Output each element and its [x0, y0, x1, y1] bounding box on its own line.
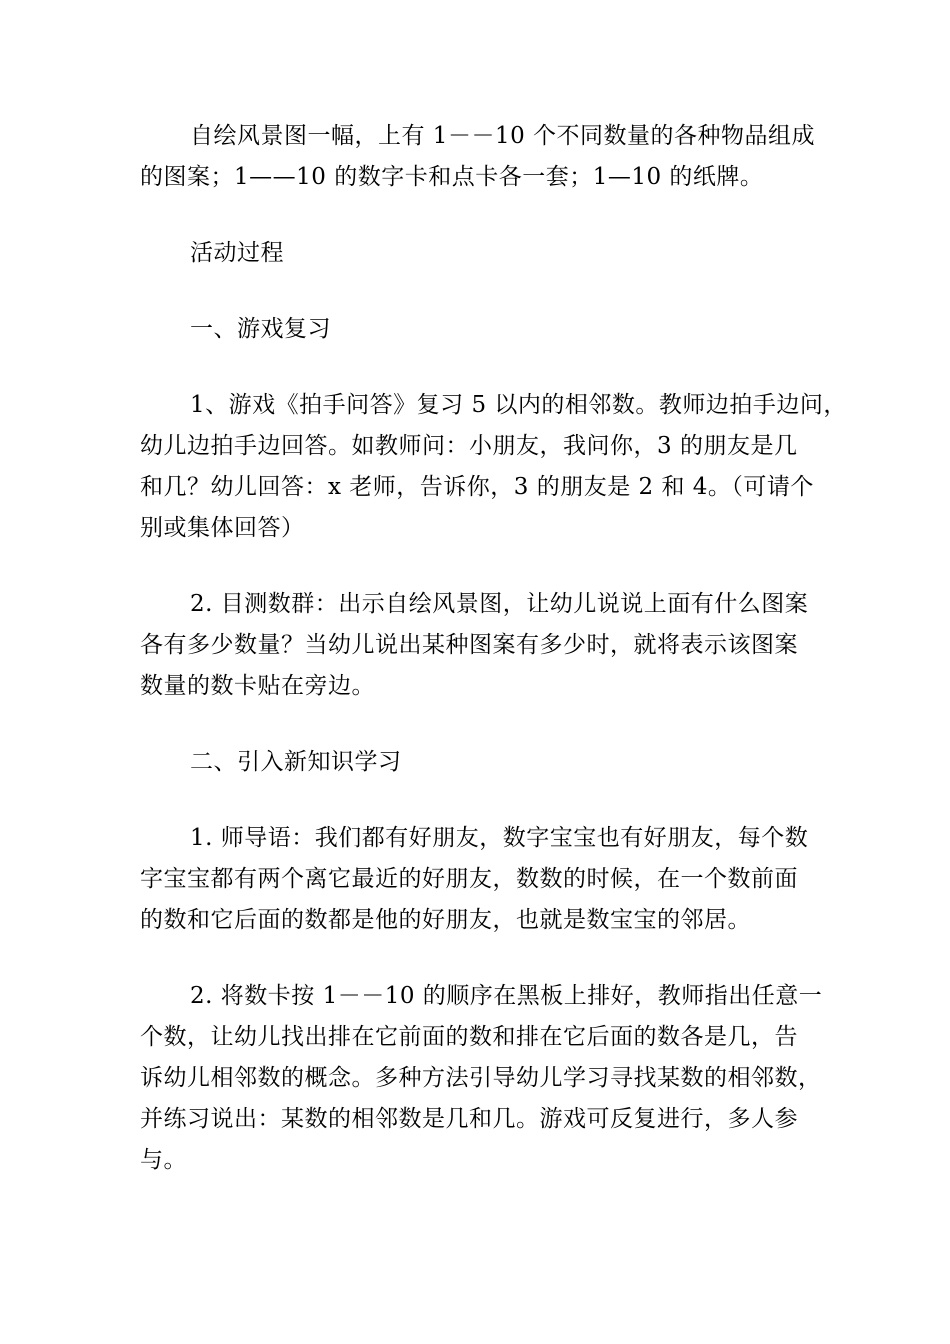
paragraph-line: 2. 目测数群：出示自绘风景图，让幼儿说说上面有什么图案 [190, 591, 809, 617]
paragraph-visual-count [140, 584, 812, 707]
paragraph-gap [140, 707, 812, 742]
heading-game-review [140, 309, 812, 350]
paragraph-line: 1、游戏《拍手问答》复习 5 以内的相邻数。教师边拍手边问， [190, 392, 847, 418]
paragraph-gap [140, 941, 812, 976]
paragraph-number-cards [140, 976, 823, 1181]
paragraph-line: 幼儿边拍手边回答。如教师问：小朋友，我问你，3 的朋友是几 [140, 433, 798, 459]
paragraph-line: 与。 [140, 1147, 187, 1173]
paragraph-line: 和几？幼儿回答：x 老师，告诉你，3 的朋友是 2 和 4。（可请个 [140, 474, 814, 500]
paragraph-line: 自绘风景图一幅，上有 1－－10 个不同数量的各种物品组成 [190, 123, 816, 149]
paragraph-line: 别或集体回答） [140, 515, 305, 541]
section-heading: 一、游戏复习 [190, 316, 331, 342]
paragraph-line: 2. 将数卡按 1－－10 的顺序在黑板上排好，教师指出任意一 [190, 983, 823, 1009]
paragraph-line: 并练习说出：某数的相邻数是几和几。游戏可反复进行，多人参 [140, 1106, 798, 1132]
section-heading: 二、引入新知识学习 [190, 749, 402, 775]
paragraph-gap [140, 274, 812, 309]
paragraph-clap-game [140, 385, 847, 549]
section-heading: 活动过程 [190, 240, 284, 266]
paragraph-teacher-intro [140, 818, 812, 941]
paragraph-line: 1. 师导语：我们都有好朋友，数字宝宝也有好朋友，每个数 [190, 825, 809, 851]
paragraph-line: 诉幼儿相邻数的概念。多种方法引导幼儿学习寻找某数的相邻数， [140, 1065, 822, 1091]
paragraph-gap [140, 198, 812, 233]
paragraph-line: 的数和它后面的数都是他的好朋友，也就是数宝宝的邻居。 [140, 907, 751, 933]
paragraph-gap [140, 549, 812, 584]
paragraph-line: 各有多少数量？当幼儿说出某种图案有多少时，就将表示该图案 [140, 632, 798, 658]
document-body [140, 116, 847, 1181]
paragraph-gap [140, 350, 812, 385]
paragraph-gap [140, 783, 812, 818]
paragraph-materials [140, 116, 816, 198]
paragraph-line: 个数，让幼儿找出排在它前面的数和排在它后面的数各是几，告 [140, 1024, 798, 1050]
heading-activity-process [140, 233, 812, 274]
paragraph-line: 字宝宝都有两个离它最近的好朋友，数数的时候，在一个数前面 [140, 866, 798, 892]
paragraph-line: 的图案；1——10 的数字卡和点卡各一套；1—10 的纸牌。 [140, 164, 764, 190]
heading-new-knowledge [140, 742, 812, 783]
paragraph-line: 数量的数卡贴在旁边。 [140, 673, 375, 699]
